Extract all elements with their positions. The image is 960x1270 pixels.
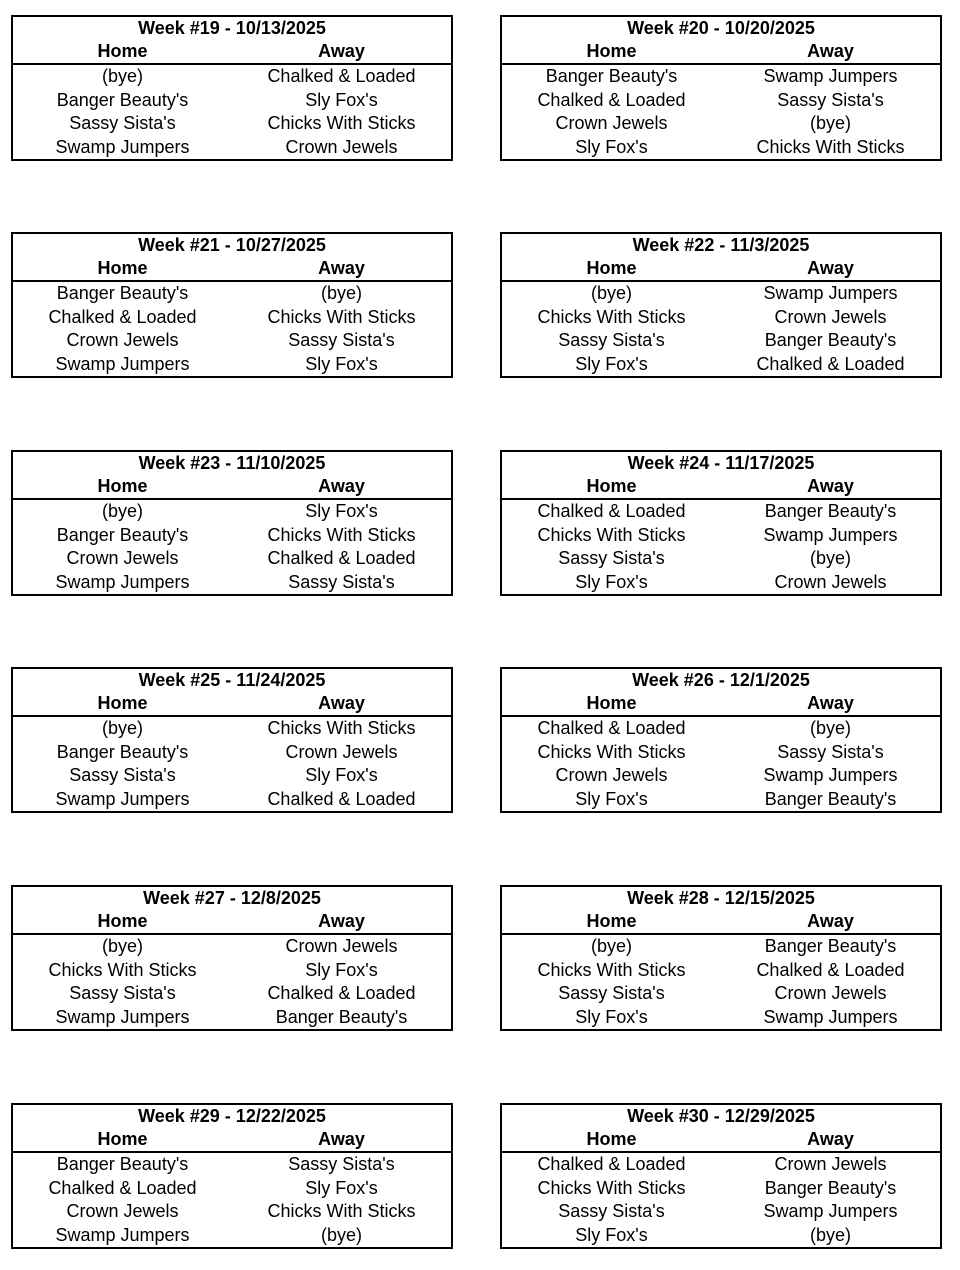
week-title: Week #20 - 10/20/2025	[627, 18, 815, 38]
week-title: Week #26 - 12/1/2025	[632, 670, 810, 690]
away-header: Away	[807, 693, 854, 713]
week-25-schedule	[11, 667, 453, 813]
home-team: Chalked & Loaded	[537, 501, 686, 521]
game-row	[13, 935, 451, 959]
column-headers	[502, 257, 940, 282]
game-row	[502, 1177, 940, 1201]
week-29-schedule	[11, 1103, 453, 1249]
game-row	[502, 547, 940, 571]
home-team: Crown Jewels	[66, 1201, 179, 1221]
home-team: Sassy Sista's	[69, 983, 176, 1003]
home-header: Home	[586, 1129, 637, 1149]
home-team: Chicks With Sticks	[537, 1177, 686, 1198]
home-team: Swamp Jumpers	[55, 1224, 190, 1245]
home-header: Home	[586, 41, 637, 61]
away-team: Chalked & Loaded	[267, 66, 416, 86]
week-title: Week #27 - 12/8/2025	[143, 888, 321, 908]
away-team: Sly Fox's	[305, 353, 378, 374]
away-team: Crown Jewels	[285, 741, 398, 762]
away-team: Sassy Sista's	[777, 741, 884, 762]
away-team: Sly Fox's	[305, 765, 378, 785]
home-team: Banger Beauty's	[56, 283, 189, 303]
game-row	[13, 764, 451, 788]
game-row	[502, 959, 940, 983]
home-team: Swamp Jumpers	[55, 571, 190, 592]
game-row	[502, 1006, 940, 1030]
week-20-schedule	[500, 15, 942, 161]
away-team: Sly Fox's	[305, 89, 378, 110]
home-team: Banger Beauty's	[56, 1154, 189, 1174]
away-team: Banger Beauty's	[764, 936, 897, 956]
away-header: Away	[318, 258, 365, 278]
game-row	[502, 329, 940, 353]
game-row	[502, 764, 940, 788]
column-headers	[13, 40, 451, 65]
week-28-schedule	[500, 885, 942, 1031]
home-team: Sly Fox's	[575, 1006, 648, 1027]
game-row	[13, 982, 451, 1006]
home-team: Crown Jewels	[555, 765, 668, 785]
away-team: Sassy Sista's	[288, 1154, 395, 1174]
home-team: Sassy Sista's	[558, 983, 665, 1003]
away-team: Sly Fox's	[305, 1177, 378, 1198]
column-headers	[13, 1128, 451, 1153]
week-title: Week #24 - 11/17/2025	[627, 453, 815, 473]
away-header: Away	[318, 693, 365, 713]
week-22-schedule	[500, 232, 942, 378]
column-headers	[502, 910, 940, 935]
game-row	[502, 500, 940, 524]
away-team: Crown Jewels	[285, 136, 398, 157]
home-header: Home	[586, 258, 637, 278]
game-row	[13, 959, 451, 983]
home-team: (bye)	[101, 66, 143, 86]
week-title: Week #19 - 10/13/2025	[138, 18, 326, 38]
away-team: Sly Fox's	[305, 959, 378, 980]
home-team: Chalked & Loaded	[537, 89, 686, 110]
home-team: Chalked & Loaded	[48, 1177, 197, 1198]
away-team: Swamp Jumpers	[763, 66, 898, 86]
column-headers	[502, 475, 940, 500]
home-team: (bye)	[590, 936, 632, 956]
away-team: (bye)	[320, 1224, 362, 1245]
home-header: Home	[97, 258, 148, 278]
game-row	[13, 89, 451, 113]
away-team: Chalked & Loaded	[267, 548, 416, 568]
home-team: Crown Jewels	[66, 548, 179, 568]
week-23-schedule	[11, 450, 453, 596]
home-header: Home	[97, 693, 148, 713]
home-team: Sassy Sista's	[558, 330, 665, 350]
home-team: Banger Beauty's	[56, 741, 189, 762]
game-row	[13, 306, 451, 330]
away-team: Crown Jewels	[774, 1154, 887, 1174]
game-row	[13, 112, 451, 136]
away-team: Crown Jewels	[774, 306, 887, 327]
away-header: Away	[807, 258, 854, 278]
game-row	[502, 717, 940, 741]
away-team: Banger Beauty's	[275, 1006, 408, 1027]
home-header: Home	[586, 476, 637, 496]
home-header: Home	[97, 476, 148, 496]
away-team: Banger Beauty's	[764, 501, 897, 521]
home-team: (bye)	[101, 936, 143, 956]
home-team: Banger Beauty's	[545, 66, 678, 86]
away-team: Banger Beauty's	[764, 788, 897, 809]
game-row	[502, 112, 940, 136]
game-row	[502, 306, 940, 330]
away-team: Swamp Jumpers	[763, 524, 898, 545]
game-row	[502, 353, 940, 377]
week-27-schedule	[11, 885, 453, 1031]
home-team: Swamp Jumpers	[55, 788, 190, 809]
away-team: Swamp Jumpers	[763, 283, 898, 303]
home-team: Sly Fox's	[575, 788, 648, 809]
game-row	[13, 571, 451, 595]
away-team: (bye)	[809, 548, 851, 568]
game-row	[13, 1200, 451, 1224]
game-row	[13, 1177, 451, 1201]
game-row	[13, 500, 451, 524]
game-row	[502, 788, 940, 812]
home-team: (bye)	[590, 283, 632, 303]
game-row	[502, 571, 940, 595]
home-team: Crown Jewels	[555, 113, 668, 133]
home-team: Crown Jewels	[66, 330, 179, 350]
home-team: Chalked & Loaded	[48, 306, 197, 327]
week-title: Week #21 - 10/27/2025	[138, 235, 326, 255]
game-row	[13, 282, 451, 306]
game-row	[502, 982, 940, 1006]
away-team: Chalked & Loaded	[756, 959, 905, 980]
column-headers	[502, 1128, 940, 1153]
game-row	[502, 89, 940, 113]
game-row	[13, 1006, 451, 1030]
away-team: Chicks With Sticks	[267, 1201, 416, 1221]
home-team: Sassy Sista's	[69, 113, 176, 133]
game-row	[13, 717, 451, 741]
game-row	[13, 329, 451, 353]
week-title: Week #22 - 11/3/2025	[632, 235, 810, 255]
game-row	[502, 136, 940, 160]
week-title: Week #25 - 11/24/2025	[138, 670, 326, 690]
away-team: Sly Fox's	[305, 501, 378, 521]
home-header: Home	[586, 693, 637, 713]
home-team: Swamp Jumpers	[55, 136, 190, 157]
home-team: Sassy Sista's	[558, 1201, 665, 1221]
away-team: Banger Beauty's	[764, 1177, 897, 1198]
week-title: Week #28 - 12/15/2025	[627, 888, 815, 908]
home-header: Home	[586, 911, 637, 931]
away-team: Chicks With Sticks	[267, 718, 416, 738]
away-header: Away	[318, 911, 365, 931]
away-team: Crown Jewels	[774, 571, 887, 592]
week-26-schedule	[500, 667, 942, 813]
game-row	[13, 353, 451, 377]
home-team: (bye)	[101, 501, 143, 521]
away-team: Crown Jewels	[774, 983, 887, 1003]
home-team: Banger Beauty's	[56, 89, 189, 110]
week-title: Week #29 - 12/22/2025	[138, 1106, 326, 1126]
away-team: Sassy Sista's	[288, 571, 395, 592]
home-header: Home	[97, 911, 148, 931]
home-team: Swamp Jumpers	[55, 353, 190, 374]
week-30-schedule	[500, 1103, 942, 1249]
away-team: Chicks With Sticks	[756, 136, 905, 157]
home-team: Sly Fox's	[575, 571, 648, 592]
home-team: Chicks With Sticks	[537, 306, 686, 327]
away-team: Chicks With Sticks	[267, 306, 416, 327]
away-header: Away	[807, 476, 854, 496]
game-row	[13, 136, 451, 160]
game-row	[502, 282, 940, 306]
week-title: Week #30 - 12/29/2025	[627, 1106, 815, 1126]
away-team: Banger Beauty's	[764, 330, 897, 350]
game-row	[13, 547, 451, 571]
column-headers	[502, 692, 940, 717]
game-row	[13, 1224, 451, 1248]
game-row	[502, 1200, 940, 1224]
week-21-schedule	[11, 232, 453, 378]
column-headers	[13, 910, 451, 935]
away-team: Swamp Jumpers	[763, 1201, 898, 1221]
away-team: (bye)	[809, 1224, 851, 1245]
away-team: Swamp Jumpers	[763, 1006, 898, 1027]
home-team: (bye)	[101, 718, 143, 738]
away-header: Away	[807, 911, 854, 931]
home-team: Chalked & Loaded	[537, 718, 686, 738]
home-header: Home	[97, 41, 148, 61]
game-row	[13, 788, 451, 812]
home-team: Chicks With Sticks	[537, 741, 686, 762]
away-team: Swamp Jumpers	[763, 765, 898, 785]
home-team: Sly Fox's	[575, 1224, 648, 1245]
home-team: Banger Beauty's	[56, 524, 189, 545]
away-team: Chalked & Loaded	[267, 983, 416, 1003]
game-row	[502, 935, 940, 959]
home-team: Chicks With Sticks	[537, 959, 686, 980]
column-headers	[502, 40, 940, 65]
home-team: Sly Fox's	[575, 353, 648, 374]
game-row	[502, 524, 940, 548]
away-team: Chalked & Loaded	[267, 788, 416, 809]
game-row	[502, 1224, 940, 1248]
away-header: Away	[807, 41, 854, 61]
game-row	[13, 524, 451, 548]
away-team: Chalked & Loaded	[756, 353, 905, 374]
home-team: Sly Fox's	[575, 136, 648, 157]
column-headers	[13, 692, 451, 717]
away-team: Crown Jewels	[285, 936, 398, 956]
game-row	[13, 1153, 451, 1177]
game-row	[13, 65, 451, 89]
away-team: Sassy Sista's	[777, 89, 884, 110]
home-team: Sassy Sista's	[69, 765, 176, 785]
away-team: Chicks With Sticks	[267, 524, 416, 545]
game-row	[502, 741, 940, 765]
away-team: (bye)	[809, 718, 851, 738]
week-19-schedule	[11, 15, 453, 161]
away-header: Away	[318, 1129, 365, 1149]
away-team: Sassy Sista's	[288, 330, 395, 350]
column-headers	[13, 257, 451, 282]
week-title: Week #23 - 11/10/2025	[138, 453, 326, 473]
away-header: Away	[318, 41, 365, 61]
home-header: Home	[97, 1129, 148, 1149]
home-team: Swamp Jumpers	[55, 1006, 190, 1027]
home-team: Chalked & Loaded	[537, 1154, 686, 1174]
home-team: Chicks With Sticks	[48, 959, 197, 980]
away-team: (bye)	[809, 113, 851, 133]
away-header: Away	[807, 1129, 854, 1149]
home-team: Chicks With Sticks	[537, 524, 686, 545]
game-row	[13, 741, 451, 765]
game-row	[502, 65, 940, 89]
column-headers	[13, 475, 451, 500]
away-team: Chicks With Sticks	[267, 113, 416, 133]
week-24-schedule	[500, 450, 942, 596]
away-header: Away	[318, 476, 365, 496]
home-team: Sassy Sista's	[558, 548, 665, 568]
game-row	[502, 1153, 940, 1177]
away-team: (bye)	[320, 283, 362, 303]
